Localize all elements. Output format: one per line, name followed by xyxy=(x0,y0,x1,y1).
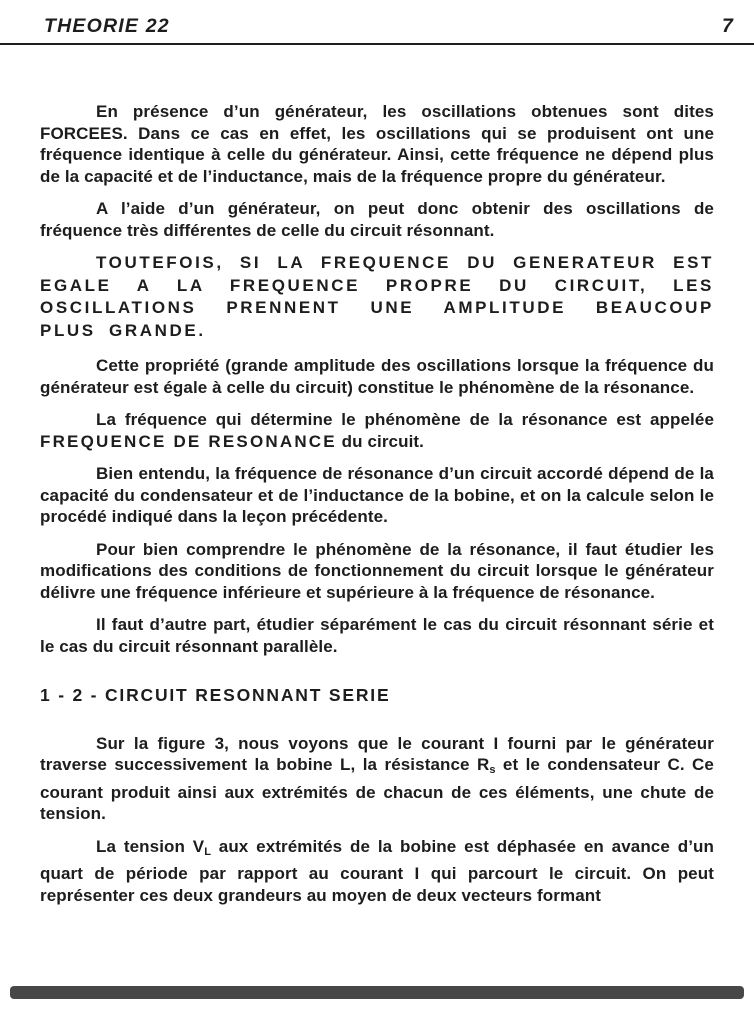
paragraph-tension-vl xyxy=(40,836,714,907)
paragraph-bien-entendu: Bien entendu, la fréquence de résonance d’un circuit accordé dépend de la capacité du condensateur et de l’inductance de la bobine, et on la calcule selon le procédé indiqué dans la leçon précédente. xyxy=(40,464,714,526)
page-body xyxy=(40,47,714,917)
paragraph-text: du circuit. xyxy=(336,431,424,451)
paragraph-propriete-resonance: Cette propriété (grande amplitude des oscillations lorsque la fréquence du générateur est égale à celle du circuit) constitue le phénomène de la résonance. xyxy=(40,356,714,397)
paragraph-text: aux extrémités de la bobine est déphasée en avance d’un quart de période par rapport au courant I qui parcourt le circuit. On peut représenter ces deux grandeurs au moyen de deux vecteurs formant xyxy=(40,836,714,905)
term-frequence-de-resonance: FREQUENCE DE RESONANCE xyxy=(40,431,337,451)
paragraph-text: La fréquence qui détermine le phénomène de la résonance est appelée xyxy=(96,410,714,429)
page-number: 7 xyxy=(721,15,734,37)
paragraph-frequence-de-resonance xyxy=(40,409,714,452)
running-title: THEORIE 22 xyxy=(44,15,170,37)
paragraph-pour-bien-comprendre: Pour bien comprendre le phénomène de la résonance, il faut étudier les modifications des conditions de fonctionnement du circuit lorsque le générateur délivre une fréquence inférieure et supérieure à la fréquence de résonance. xyxy=(40,539,714,602)
paragraph-toutefois-emphasis: TOUTEFOIS, SI LA FREQUENCE DU GENERATEUR EST EGALE A LA FREQUENCE PROPRE DU CIRCUIT, LES OSCILLATIONS PRENNENT UNE AMPLITUDE BEAUCOUP PLUS GRANDE. xyxy=(40,253,714,340)
paragraph-aide-generateur: A l’aide d’un générateur, on peut donc obtenir des oscillations de fréquence très différentes de celle du circuit résonnant. xyxy=(40,199,714,240)
subscript-vl: L xyxy=(204,845,211,858)
paragraph-text: Sur la figure 3, nous voyons que le courant I fourni par le générateur traverse successivement la bobine L, la résistance R xyxy=(40,733,714,774)
section-heading-circuit-resonnant-serie: 1 - 2 - CIRCUIT RESONNANT SERIE xyxy=(40,685,391,705)
paragraph-serie-et-parallele: Il faut d’autre part, étudier séparément le cas du circuit résonnant série et le cas du circuit résonnant parallèle. xyxy=(40,615,714,656)
page-header xyxy=(0,0,754,45)
paragraph-figure-3 xyxy=(40,733,714,825)
paragraph-text: et le condensateur C. Ce courant produit ainsi aux extrémités de chacun de ces éléments, une chute de tension. xyxy=(40,755,714,823)
paragraph-forcees: En présence d’un générateur, les oscillations obtenues sont dites FORCEES. Dans ce cas en effet, les oscillations qui se produisent ont une fréquence identique à celle du générateur. Ainsi, cette fréquence ne dépend plus de la capacité et de l’inductance, mais de la fréquence propre du générateur. xyxy=(40,102,714,186)
subscript-rs: s xyxy=(489,764,496,776)
paragraph-text: La tension V xyxy=(96,836,205,856)
footer-scan-artifact-bar xyxy=(10,986,744,999)
